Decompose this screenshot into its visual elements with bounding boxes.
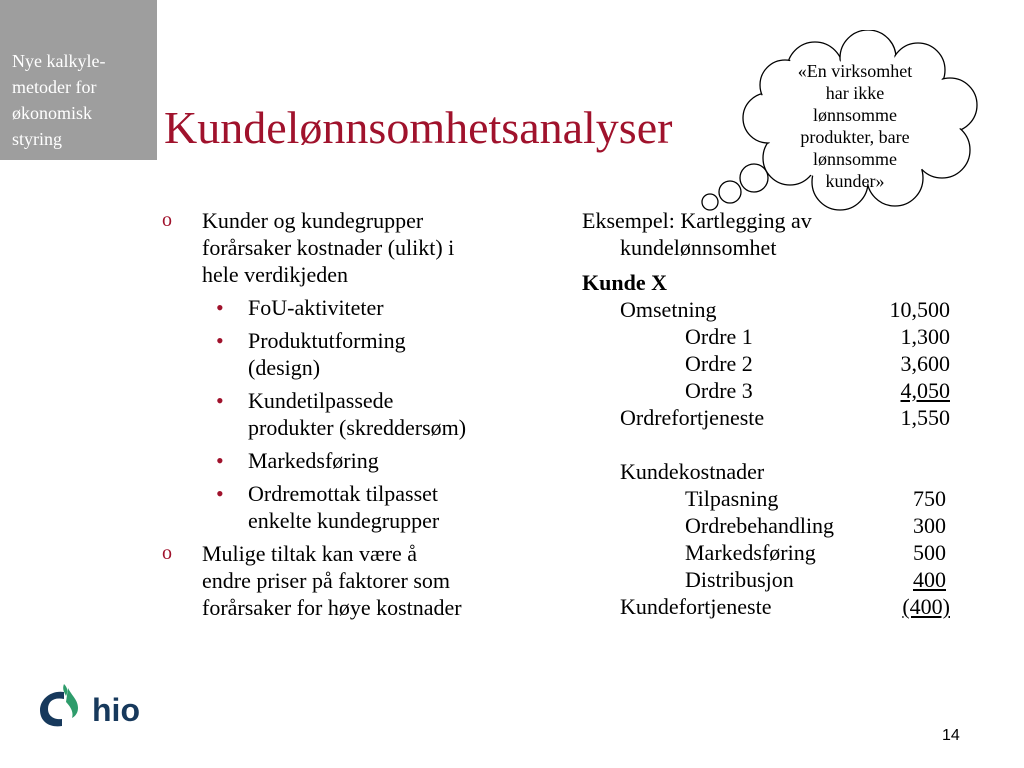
sub-bullet-item [160, 387, 560, 441]
sub-bullet-text: enkelte kundegrupper [248, 508, 440, 533]
section-label-line: økonomisk [12, 103, 93, 123]
row-label: Omsetning [620, 297, 717, 322]
circle-bullet-icon: o [162, 209, 172, 231]
row-value: 300 [913, 513, 946, 538]
spacer [582, 431, 962, 458]
bullet-text-line: forårsaker for høye kostnader [202, 595, 462, 620]
cloud-bubble-medium [719, 181, 741, 203]
table-row [582, 539, 962, 566]
sub-bullet-text: Markedsføring [248, 448, 379, 473]
example-intro: Eksempel: Kartlegging av [582, 208, 812, 233]
section-label-box [0, 0, 157, 160]
table-row [582, 377, 962, 404]
row-value: 3,600 [900, 351, 950, 376]
bullet-text-line: forårsaker kostnader (ulikt) i [202, 235, 455, 260]
row-label: Ordre 1 [685, 324, 753, 349]
row-value: 4,050 [900, 378, 950, 403]
bullet-text-line: hele verdikjeden [202, 262, 348, 287]
sub-bullet-text: Ordremottak tilpasset [248, 481, 439, 506]
table-row [582, 404, 962, 431]
row-label: Distribusjon [685, 567, 794, 592]
hio-logo-text: hio [92, 692, 140, 728]
dot-bullet-icon: • [216, 481, 224, 506]
customer-heading: Kunde X [582, 270, 667, 295]
sub-bullet-item [160, 480, 560, 534]
slide-title: Kundelønnsomhetsanalyser [164, 102, 673, 153]
cloud-quote-line: produkter, bare [800, 127, 910, 147]
section-label-line: styring [12, 129, 63, 149]
row-label: Tilpasning [685, 486, 779, 511]
bullet-text-line: Mulige tiltak kan være å [202, 541, 418, 566]
table-row [582, 566, 962, 593]
table-row [582, 296, 962, 323]
sub-bullet-item [160, 447, 560, 474]
row-value: 1,550 [900, 405, 950, 430]
cloud-quote-line: har ikke [825, 83, 885, 103]
row-label: Ordrefortjeneste [620, 405, 765, 430]
dot-bullet-icon: • [216, 388, 224, 413]
row-label: Ordrebehandling [685, 513, 835, 538]
table-row [582, 458, 962, 485]
table-row [582, 512, 962, 539]
cloud-quote-line: «En virksomhet [797, 61, 913, 81]
bullet-text-line: endre priser på faktorer som [202, 568, 451, 593]
sub-bullet-item [160, 327, 560, 381]
row-value: 1,300 [900, 324, 950, 349]
sub-bullet-text: produkter (skreddersøm) [248, 415, 467, 440]
dot-bullet-icon: • [216, 328, 224, 353]
cloud-quote [775, 60, 935, 192]
cloud-quote-line: lønnsomme [813, 105, 897, 125]
bullet-item [160, 540, 560, 621]
sub-bullet-list [160, 294, 560, 534]
bullet-item [160, 207, 560, 288]
bullet-text-line: Kunder og kundegrupper [202, 208, 424, 233]
page-number: 14 [942, 727, 960, 744]
row-label: Kundefortjeneste [620, 594, 772, 619]
table-row [582, 485, 962, 512]
table-row [582, 593, 962, 620]
profitability-example [582, 207, 962, 620]
cloud-quote-line: lønnsomme [813, 149, 897, 169]
sub-bullet-item [160, 294, 560, 321]
row-label: Ordre 3 [685, 378, 753, 403]
dot-bullet-icon: • [216, 295, 224, 320]
section-label-line: Nye kalkyle- [12, 51, 106, 71]
row-label: Markedsføring [685, 540, 816, 565]
example-intro: kundelønnsomhet [620, 235, 777, 260]
row-value: 500 [913, 540, 946, 565]
row-value: 750 [913, 486, 946, 511]
cloud-quote-line: kunder» [825, 171, 885, 191]
dot-bullet-icon: • [216, 448, 224, 473]
section-label-line: metoder for [12, 77, 97, 97]
sub-bullet-text: FoU-aktiviteter [248, 295, 384, 320]
costs-heading: Kundekostnader [620, 459, 765, 484]
table-row [582, 350, 962, 377]
sub-bullet-text: (design) [248, 355, 321, 380]
row-label: Ordre 2 [685, 351, 753, 376]
cloud-bubble-large [740, 164, 768, 192]
table-row [582, 323, 962, 350]
left-bullet-list [160, 207, 560, 627]
row-value: 400 [913, 567, 946, 592]
row-value: (400) [902, 594, 950, 619]
sub-bullet-text: Kundetilpassede [248, 388, 394, 413]
circle-bullet-icon: o [162, 542, 172, 564]
sub-bullet-text: Produktutforming [248, 328, 406, 353]
row-value: 10,500 [889, 297, 950, 322]
